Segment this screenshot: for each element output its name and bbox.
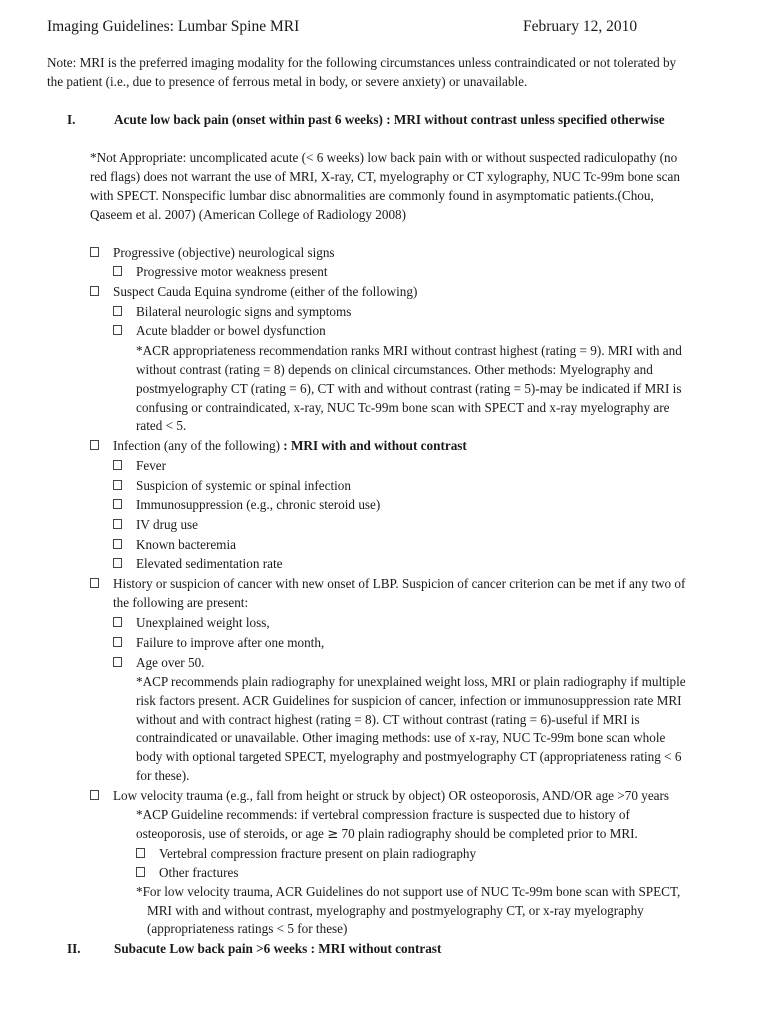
sub-criterion: Acute bladder or bowel dysfunction: [136, 323, 326, 338]
acp-note-line: without and with contract highest (rating = 8). CT without contrast (rating = 6)-useful if MRI is: [136, 712, 640, 727]
checkbox-icon[interactable]: [113, 306, 122, 316]
sub-criterion: Bilateral neurologic signs and symptoms: [136, 304, 352, 319]
acr-note-line: without contrast (rating = 8) depends on clinical circumstances. Other methods: Myelography and: [136, 362, 653, 377]
doc-title: Imaging Guidelines: Lumbar Spine MRI: [47, 18, 300, 35]
acr-note-line: *ACR appropriateness recommendation ranks MRI without contrast highest (rating = 9). MRI with and: [136, 343, 682, 358]
checkbox-icon[interactable]: [90, 286, 99, 296]
sub-criterion: Progressive motor weakness present: [136, 264, 328, 279]
gte-symbol: ≥: [327, 827, 339, 842]
section-2-heading: Subacute Low back pain >6 weeks : MRI without contrast: [114, 941, 442, 956]
note-line-1: Note: MRI is the preferred imaging modality for the following circumstances unless contraindicated or not tolerated by: [47, 55, 677, 70]
criterion-cancer: History or suspicion of cancer with new onset of LBP. Suspicion of cancer criterion can be met if any two of: [113, 576, 686, 591]
acr-trauma-line: MRI with and without contrast, myelography and postmyelography CT, or x-ray myelography: [147, 903, 644, 918]
criterion-cancer-cont: the following are present:: [113, 595, 249, 610]
sub-criterion: Unexplained weight loss,: [136, 615, 270, 630]
checkbox-icon[interactable]: [113, 617, 122, 627]
checkbox-icon[interactable]: [90, 440, 99, 450]
criterion-trauma: Low velocity trauma (e.g., fall from height or struck by object) OR osteoporosis, AND/OR age >70 years: [113, 788, 670, 803]
sub-criterion: Elevated sedimentation rate: [136, 556, 283, 571]
not-appropriate-line: Qaseem et al. 2007) (American College of Radiology 2008): [90, 207, 407, 222]
acr-note-line: rated < 5.: [136, 418, 187, 433]
checkbox-icon[interactable]: [113, 325, 122, 335]
sub-criterion: Vertebral compression fracture present on plain radiography: [159, 846, 477, 861]
acp-guideline-line: osteoporosis, use of steroids, or age ≥ 70 plain radiography should be completed prior to MRI.: [136, 826, 638, 842]
acr-note-line: confusing or contraindicated, x-ray, NUC Tc-99m bone scan with SPECT and x-ray myelography are: [136, 400, 670, 415]
criterion-cauda-equina: Suspect Cauda Equina syndrome (either of the following): [113, 284, 418, 299]
checkbox-icon[interactable]: [90, 790, 99, 800]
checkbox-icon[interactable]: [113, 637, 122, 647]
acp-note-line: risk factors present. ACR Guidelines for suspicion of cancer, infection or immunosuppression rate MRI: [136, 693, 682, 708]
infection-label: Infection (any of the following): [113, 438, 284, 453]
acp-note-line: contraindicated or unavailable. Other imaging methods: use of x-ray, NUC Tc-99m bone scan whole: [136, 730, 666, 745]
checkbox-icon[interactable]: [113, 519, 122, 529]
doc-date: February 12, 2010: [523, 18, 638, 35]
checkbox-icon[interactable]: [113, 558, 122, 568]
checkbox-icon[interactable]: [113, 499, 122, 509]
criterion-infection: [113, 439, 467, 452]
sub-criterion: Suspicion of systemic or spinal infection: [136, 478, 351, 493]
acr-note-line: postmyelography CT (rating = 6), CT with and without contrast (rating = 5)-may be indicated if MRI is: [136, 381, 682, 396]
checkbox-icon[interactable]: [136, 848, 145, 858]
sub-criterion: IV drug use: [136, 517, 199, 532]
sub-criterion: Other fractures: [159, 865, 239, 880]
note-line-2: the patient (i.e., due to presence of ferrous metal in body, or severe anxiety) or unavailable.: [47, 74, 528, 89]
sub-criterion: Failure to improve after one month,: [136, 635, 325, 650]
acp-note-line: *ACP recommends plain radiography for unexplained weight loss, MRI or plain radiography if multiple: [136, 674, 686, 689]
not-appropriate-line: red flags) does not warrant the use of MRI, X-ray, CT, myelography or CT xylography, NUC Tc-99m bone scan: [90, 169, 680, 184]
not-appropriate-line: with SPECT. Nonspecific lumbar disc abnormalities are commonly found in asymptomatic patients.(Chou,: [90, 188, 654, 203]
criterion-neuro-signs: Progressive (objective) neurological signs: [113, 245, 335, 260]
checkbox-icon[interactable]: [90, 247, 99, 257]
checkbox-icon[interactable]: [90, 578, 99, 588]
checkbox-icon[interactable]: [113, 657, 122, 667]
sub-criterion: Age over 50.: [136, 655, 205, 670]
acr-trauma-line: *For low velocity trauma, ACR Guidelines do not support use of NUC Tc-99m bone scan with SPECT,: [136, 884, 681, 899]
section-1-heading: Acute low back pain (onset within past 6 weeks) : MRI without contrast unless specified otherwise: [114, 112, 665, 127]
section-1-numeral: I.: [67, 112, 76, 127]
checkbox-icon[interactable]: [136, 867, 145, 877]
checkbox-icon[interactable]: [113, 480, 122, 490]
acp-note-line: body with optional targeted SPECT, myelography and postmyelography CT (appropriateness rating < 6: [136, 749, 682, 764]
sub-criterion: Fever: [136, 458, 167, 473]
sub-criterion: Known bacteremia: [136, 537, 236, 552]
acp-guideline-line: *ACP Guideline recommends: if vertebral compression fracture is suspected due to history of: [136, 807, 630, 822]
sub-criterion: Immunosuppression (e.g., chronic steroid use): [136, 497, 381, 512]
not-appropriate-line: *Not Appropriate: uncomplicated acute (< 6 weeks) low back pain with or without suspected radiculopathy (no: [90, 150, 678, 165]
acr-trauma-line: (appropriateness ratings < 5 for these): [147, 921, 348, 936]
infection-recommendation: : MRI with and without contrast: [283, 438, 467, 453]
checkbox-icon[interactable]: [113, 266, 122, 276]
section-2-numeral: II.: [67, 941, 81, 956]
checkbox-icon[interactable]: [113, 460, 122, 470]
acp-note-line: for these).: [136, 768, 190, 783]
checkbox-icon[interactable]: [113, 539, 122, 549]
